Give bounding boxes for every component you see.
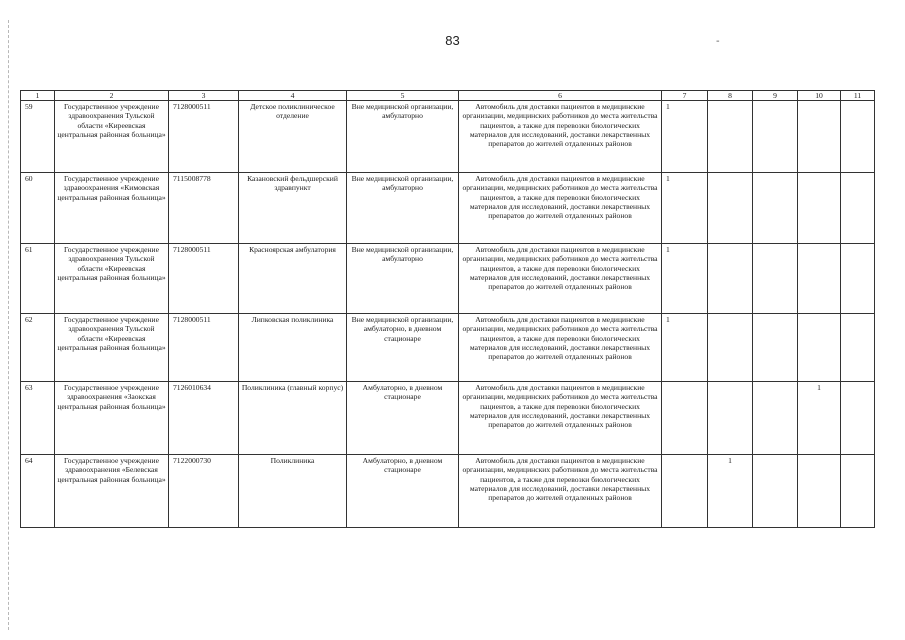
column-header: 9 <box>753 91 798 101</box>
count-cell-10 <box>798 244 841 314</box>
count-cell-7: 1 <box>662 314 708 382</box>
column-header: 8 <box>708 91 753 101</box>
unit-cell: Липковская поликлиника <box>239 314 347 382</box>
row-number: 63 <box>21 382 55 455</box>
organization-cell: Государственное учреждение здравоохранения «Заокская центральная районная больница» <box>55 382 169 455</box>
column-header: 6 <box>459 91 662 101</box>
conditions-cell: Вне медицинской организации, амбулаторно <box>347 173 459 244</box>
column-header: 10 <box>798 91 841 101</box>
unit-cell: Поликлиника <box>239 455 347 528</box>
count-cell-8 <box>708 173 753 244</box>
count-cell-11 <box>841 314 875 382</box>
count-cell-9 <box>753 173 798 244</box>
table-header-row <box>21 91 875 101</box>
count-cell-11 <box>841 173 875 244</box>
count-cell-11 <box>841 455 875 528</box>
count-cell-8 <box>708 244 753 314</box>
corner-mark: - <box>716 36 720 47</box>
count-cell-11 <box>841 244 875 314</box>
vehicle-cell: Автомобиль для доставки пациентов в медицинские организации, медицинских работников до места жительства пациентов, а также для перевозки биологических материалов для исследований, доставки лекарственных препаратов до жителей отдаленных районов <box>459 173 662 244</box>
row-number: 64 <box>21 455 55 528</box>
table-row <box>21 244 875 314</box>
count-cell-8 <box>708 382 753 455</box>
page-number: 83 <box>445 33 460 48</box>
row-number: 61 <box>21 244 55 314</box>
count-cell-11 <box>841 382 875 455</box>
count-cell-8: 1 <box>708 455 753 528</box>
count-cell-9 <box>753 244 798 314</box>
table-row <box>21 455 875 528</box>
row-number: 62 <box>21 314 55 382</box>
conditions-cell: Амбулаторно, в дневном стационаре <box>347 382 459 455</box>
unit-cell: Детское поликлиническое отделение <box>239 101 347 173</box>
unit-cell: Казановский фельдшерский здравпункт <box>239 173 347 244</box>
column-header: 4 <box>239 91 347 101</box>
vehicles-table <box>20 90 875 528</box>
unit-cell: Красноярская амбулатория <box>239 244 347 314</box>
count-cell-11 <box>841 101 875 173</box>
count-cell-10 <box>798 455 841 528</box>
organization-cell: Государственное учреждение здравоохранения «Белевская центральная районная больница» <box>55 455 169 528</box>
count-cell-9 <box>753 314 798 382</box>
count-cell-8 <box>708 314 753 382</box>
table-row <box>21 101 875 173</box>
count-cell-9 <box>753 101 798 173</box>
count-cell-9 <box>753 455 798 528</box>
count-cell-10 <box>798 173 841 244</box>
column-header: 1 <box>21 91 55 101</box>
inn-cell: 7115008778 <box>169 173 239 244</box>
count-cell-8 <box>708 101 753 173</box>
count-cell-7 <box>662 382 708 455</box>
count-cell-7: 1 <box>662 244 708 314</box>
table-row <box>21 173 875 244</box>
page-left-margin <box>8 20 9 630</box>
inn-cell: 7122000730 <box>169 455 239 528</box>
vehicle-cell: Автомобиль для доставки пациентов в медицинские организации, медицинских работников до места жительства пациентов, а также для перевозки биологических материалов для исследований, доставки лекарственных препаратов до жителей отдаленных районов <box>459 455 662 528</box>
vehicle-cell: Автомобиль для доставки пациентов в медицинские организации, медицинских работников до места жительства пациентов, а также для перевозки биологических материалов для исследований, доставки лекарственных препаратов до жителей отдаленных районов <box>459 101 662 173</box>
organization-cell: Государственное учреждение здравоохранения Тульской области «Киреевская центральная районная больница» <box>55 314 169 382</box>
conditions-cell: Амбулаторно, в дневном стационаре <box>347 455 459 528</box>
organization-cell: Государственное учреждение здравоохранения «Кимовская центральная районная больница» <box>55 173 169 244</box>
column-header: 3 <box>169 91 239 101</box>
vehicle-cell: Автомобиль для доставки пациентов в медицинские организации, медицинских работников до места жительства пациентов, а также для перевозки биологических материалов для исследований, доставки лекарственных препаратов до жителей отдаленных районов <box>459 244 662 314</box>
count-cell-9 <box>753 382 798 455</box>
column-header: 11 <box>841 91 875 101</box>
conditions-cell: Вне медицинской организации, амбулаторно, в дневном стационаре <box>347 314 459 382</box>
vehicle-cell: Автомобиль для доставки пациентов в медицинские организации, медицинских работников до места жительства пациентов, а также для перевозки биологических материалов для исследований, доставки лекарственных препаратов до жителей отдаленных районов <box>459 314 662 382</box>
table-row <box>21 314 875 382</box>
column-header: 5 <box>347 91 459 101</box>
vehicle-cell: Автомобиль для доставки пациентов в медицинские организации, медицинских работников до места жительства пациентов, а также для перевозки биологических материалов для исследований, доставки лекарственных препаратов до жителей отдаленных районов <box>459 382 662 455</box>
inn-cell: 7128000511 <box>169 244 239 314</box>
column-header: 7 <box>662 91 708 101</box>
organization-cell: Государственное учреждение здравоохранения Тульской области «Киреевская центральная районная больница» <box>55 101 169 173</box>
organization-cell: Государственное учреждение здравоохранения Тульской области «Киреевская центральная районная больница» <box>55 244 169 314</box>
row-number: 60 <box>21 173 55 244</box>
conditions-cell: Вне медицинской организации, амбулаторно <box>347 101 459 173</box>
conditions-cell: Вне медицинской организации, амбулаторно <box>347 244 459 314</box>
count-cell-10 <box>798 314 841 382</box>
inn-cell: 7126010634 <box>169 382 239 455</box>
count-cell-7: 1 <box>662 101 708 173</box>
count-cell-7: 1 <box>662 173 708 244</box>
count-cell-10: 1 <box>798 382 841 455</box>
count-cell-7 <box>662 455 708 528</box>
table-row <box>21 382 875 455</box>
inn-cell: 7128000511 <box>169 314 239 382</box>
column-header: 2 <box>55 91 169 101</box>
count-cell-10 <box>798 101 841 173</box>
unit-cell: Поликлиника (главный корпус) <box>239 382 347 455</box>
row-number: 59 <box>21 101 55 173</box>
inn-cell: 7128000511 <box>169 101 239 173</box>
